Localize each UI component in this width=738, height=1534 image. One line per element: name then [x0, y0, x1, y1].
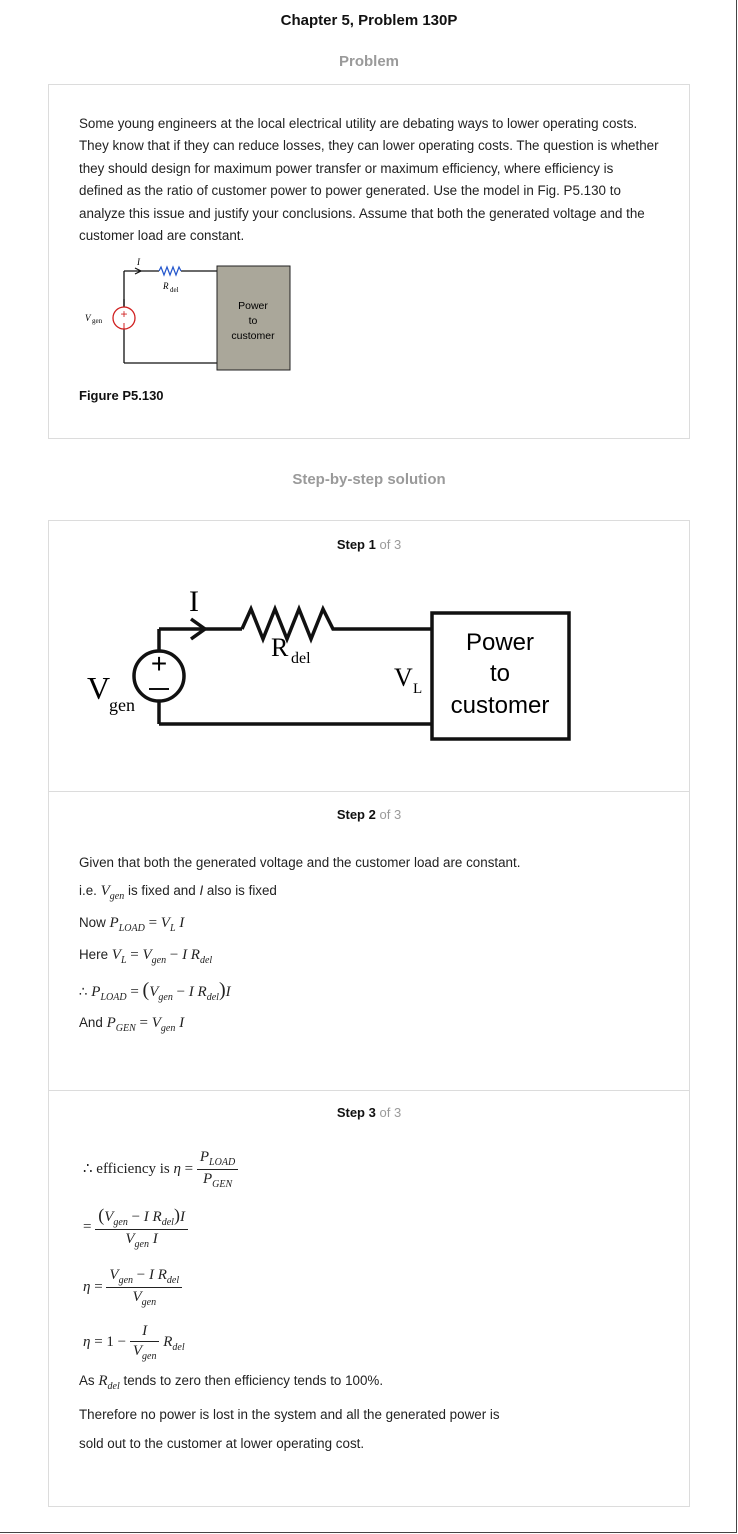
- solution-panel: [48, 520, 690, 1507]
- svg-text:+: +: [150, 648, 168, 679]
- eq-v-load: Here $V_L = V_{gen} - I$ $R_{del}$: [79, 947, 213, 966]
- problem-panel: [48, 84, 690, 439]
- eq-p-load-expanded: ∴ $P_{LOAD} = (V_{gen} - I$ $R_{del})I$: [79, 979, 231, 1003]
- svg-text:customer: customer: [450, 692, 550, 719]
- svg-text:R: R: [271, 633, 289, 662]
- svg-text:customer: customer: [231, 330, 275, 342]
- step3-conclusion-line1: Therefore no power is lost in the system and all the generated power is: [79, 1407, 500, 1422]
- svg-text:del: del: [170, 286, 179, 294]
- eq-efficiency-step2: η = $\frac{V_{gen} - I R_{del}}{V_{gen}}$: [83, 1267, 182, 1308]
- step1-circuit-figure: [79, 581, 609, 791]
- svg-text:Power: Power: [465, 629, 535, 656]
- svg-text:I: I: [189, 585, 199, 618]
- svg-text:gen: gen: [109, 695, 135, 715]
- problem-circuit-figure: [79, 257, 299, 372]
- page-title: Chapter 5, Problem 130P: [280, 12, 458, 29]
- svg-text:L: L: [413, 681, 423, 697]
- eq-p-load: Now $P_{LOAD} = V_L$ I: [79, 915, 185, 934]
- svg-text:Power: Power: [238, 300, 268, 312]
- resistor-symbol: [242, 609, 341, 639]
- resistor-symbol: [159, 267, 181, 275]
- svg-text:del: del: [291, 650, 311, 667]
- step-divider: [49, 791, 689, 792]
- step2-given-text: Given that both the generated voltage and the customer load are constant.: [79, 855, 521, 870]
- step2-fixed-line: i.e. $V_{gen}$ is fixed and I also is fixed: [79, 883, 277, 902]
- svg-text:to: to: [248, 315, 258, 327]
- step-divider: [49, 1090, 689, 1091]
- eq-p-gen: And $P_{GEN} = V_{gen}$ I: [79, 1015, 185, 1034]
- svg-text:+: +: [120, 307, 128, 321]
- step-1-header: Step 1 of 3: [336, 537, 402, 552]
- eq-efficiency-final: η = 1 − $\frac{I}{V_{gen}}$ $R_{del}$: [83, 1323, 185, 1362]
- svg-text:V: V: [394, 663, 413, 692]
- svg-text:R: R: [163, 281, 169, 291]
- step3-limit-text: As $R_{del}$ tends to zero then efficiency tends to 100%.: [79, 1373, 384, 1392]
- svg-text:I: I: [137, 257, 140, 267]
- step3-conclusion-line2: sold out to the customer at lower operating cost.: [79, 1436, 365, 1451]
- problem-heading: Problem: [338, 53, 399, 70]
- svg-text:to: to: [489, 660, 511, 687]
- svg-text:gen: gen: [92, 317, 103, 325]
- step-2-header: Step 2 of 3: [336, 807, 402, 822]
- svg-text:V: V: [87, 670, 111, 706]
- problem-statement: Some young engineers at the local electrical utility are debating ways to lower operating costs. They know that if they can reduce losses, they can lower operating costs. The question is whether they should design for maximum power transfer or maximum efficiency, where efficiency is defined as the ratio of customer power to power generated. Use the model in Fig. P5.130 to analyze this issue and justify your conclusions. Assume that both the generated voltage and the customer load are constant.: [79, 116, 659, 244]
- solution-heading: Step-by-step solution: [292, 471, 446, 488]
- eq-efficiency-step1: = $\frac{(V_{gen} - I R_{del})I}{V_{gen} I}$: [83, 1205, 188, 1250]
- step-3-header: Step 3 of 3: [336, 1105, 402, 1120]
- svg-text:V: V: [85, 313, 91, 323]
- eq-efficiency-def: ∴ efficiency is η = $\frac{P_{LOAD}}{P_{GEN}}$: [83, 1149, 238, 1190]
- figure-caption: Figure P5.130: [79, 388, 164, 403]
